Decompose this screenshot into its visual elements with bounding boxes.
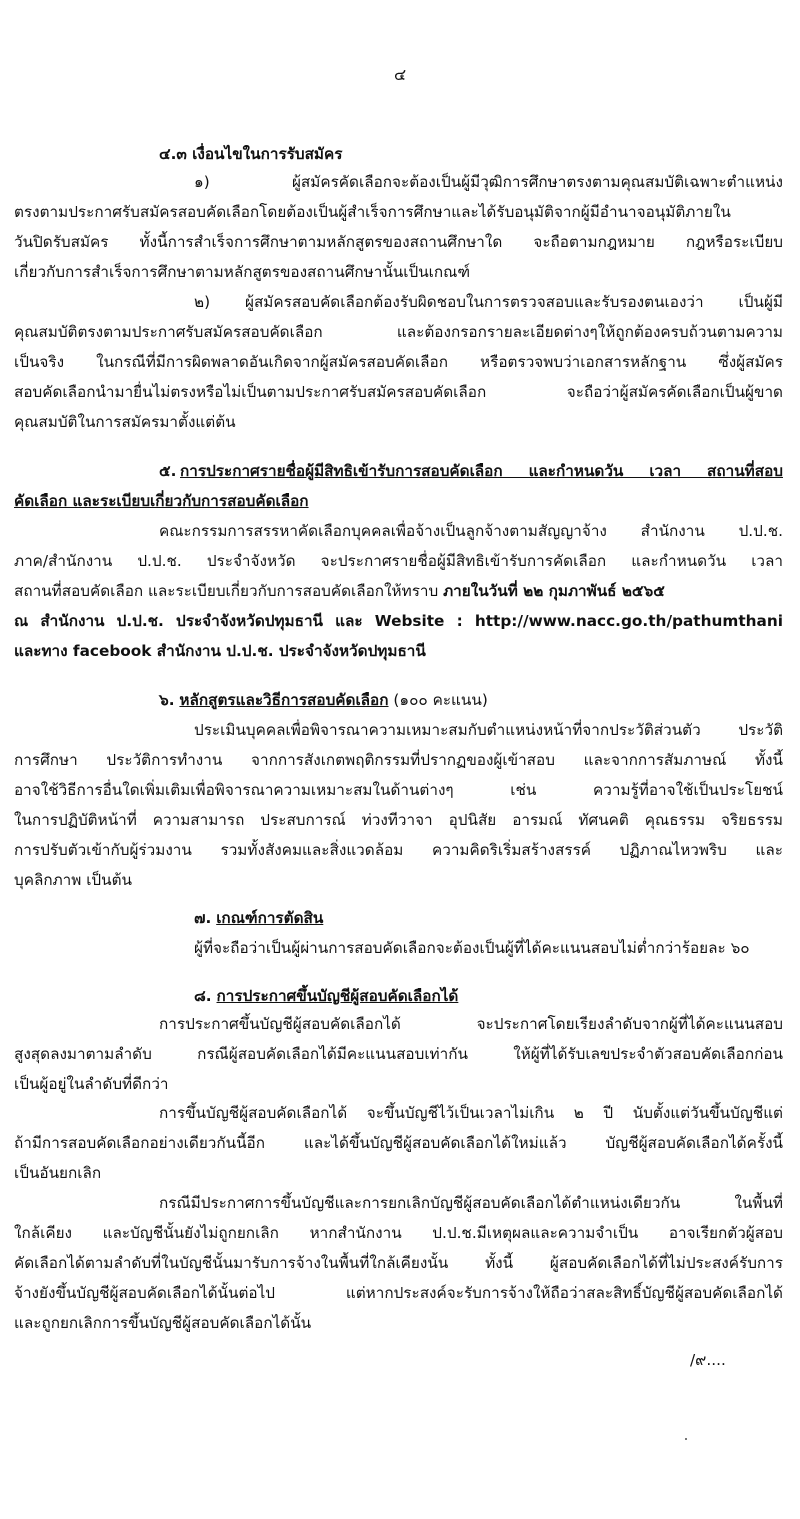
s8-p3-line-5: และถูกยกเลิกการขึ้นบัญชีผู้สอบคัดเลือกได้นั้น [14, 1314, 312, 1332]
section-6-points: (๑๐๐ คะแนน) [393, 691, 488, 709]
section-7-number: ๗. [194, 909, 212, 927]
s8-p1-line-2: สูงสุดลงมาตามลำดับ กรณีผู้สอบคัดเลือกได้มีคะแนนสอบเท่ากัน ให้ผู้ที่ได้รับเลขประจำตัวสอบคัดเลือกก่อน [14, 1045, 783, 1063]
s43-line-2: ตรงตามประกาศรับสมัครสอบคัดเลือกโดยต้องเป็นผู้สำเร็จการศึกษาและได้รับอนุมัติจากผู้มีอำนาจอนุมัติภายใน [14, 203, 731, 221]
s8-p2-line-3: เป็นอันยกเลิก [14, 1164, 102, 1182]
s43-line-9: คุณสมบัติในการสมัครมาตั้งแต่ต้น [14, 413, 236, 431]
s5-line-3 [14, 581, 665, 601]
s5-line-5: และทาง facebook สำนักงาน ป.ป.ช. ประจำจังหวัดปทุมธานี [14, 642, 426, 660]
section-6-heading [159, 690, 488, 710]
s6-line-3: อาจใช้วิธีการอื่นใดเพิ่มเติมเพื่อพิจารณาความเหมาะสมในด้านต่างๆ เช่น ความรู้ที่อาจใช้เป็นประโยชน์ [14, 781, 783, 799]
s8-p3-line-2: ใกล้เคียง และบัญชีนั้นยังไม่ถูกยกเลิก หากสำนักงาน ป.ป.ช.มีเหตุผลและความจำเป็น อาจเรียกตัวผู้สอบ [14, 1224, 783, 1242]
s8-p2-line-2: ถ้ามีการสอบคัดเลือกอย่างเดียวกันนี้อีก และได้ขึ้นบัญชีผู้สอบคัดเลือกได้ใหม่แล้ว บัญชีผู้สอบคัดเลือกได้ครั้งนี้ [14, 1134, 783, 1152]
s43-line-6: คุณสมบัติตรงตามประกาศรับสมัครสอบคัดเลือก และต้องกรอกรายละเอียดต่างๆให้ถูกต้องครบถ้วนตามความ [14, 323, 783, 341]
s8-p3-line-1: กรณีมีประกาศการขึ้นบัญชีและการยกเลิกบัญชีผู้สอบคัดเลือกได้ตำแหน่งเดียวกัน ในพื้นที่ [159, 1194, 783, 1212]
section-7-title: เกณฑ์การตัดสิน [216, 909, 324, 927]
section-5-heading-line-2: คัดเลือก และระเบียบเกี่ยวกับการสอบคัดเลือก [14, 492, 309, 510]
s5-line-3-text: สถานที่สอบคัดเลือก และระเบียบเกี่ยวกับการสอบคัดเลือกให้ทราบ [14, 582, 444, 600]
s6-line-6: บุคลิกภาพ เป็นต้น [14, 871, 132, 889]
s43-line-4: เกี่ยวกับการสำเร็จการศึกษาตามหลักสูตรของสถานศึกษานั้นเป็นเกณฑ์ [14, 263, 471, 281]
s6-line-1: ประเมินบุคคลเพื่อพิจารณาความเหมาะสมกับตำแหน่งหน้าที่จากประวัติส่วนตัว ประวัติ [194, 721, 783, 739]
s7-line-1: ผู้ที่จะถือว่าเป็นผู้ผ่านการสอบคัดเลือกจะต้องเป็นผู้ที่ได้คะแนนสอบไม่ต่ำกว่าร้อยละ ๖๐ [194, 939, 750, 957]
s8-p3-line-3: คัดเลือกได้ตามลำดับที่ในบัญชีนั้นมารับการจ้างในพื้นที่ใกล้เคียงนั้น ทั้งนี้ ผู้สอบคัดเลือกได้ที่ไม่ประสงค์รับการ [14, 1254, 783, 1272]
s8-p2-line-1: การขึ้นบัญชีผู้สอบคัดเลือกได้ จะขึ้นบัญชีไว้เป็นเวลาไม่เกิน ๒ ปี นับตั้งแต่วันขึ้นบัญชีแต่ [159, 1104, 783, 1122]
section-6-number: ๖. [159, 691, 175, 709]
section-5-number: ๕. [159, 462, 177, 480]
section-8-heading [194, 986, 458, 1006]
section-4-3-heading: ๔.๓ เงื่อนไขในการรับสมัคร [159, 145, 343, 163]
s6-line-2: การศึกษา ประวัติการทำงาน จากการสังเกตพฤติกรรมที่ปรากฏของผู้เข้าสอบ และจากการสัมภาษณ์ ทั้งนี้ [14, 751, 783, 769]
page-number: ๔ [393, 65, 407, 84]
s6-line-4: ในการปฏิบัติหน้าที่ ความสามารถ ประสบการณ์ ท่วงทีวาจา อุปนิสัย อารมณ์ ทัศนคติ คุณธรรม จริยธรรม [14, 811, 783, 829]
s43-line-3: วันปิดรับสมัคร ทั้งนี้การสำเร็จการศึกษาตามหลักสูตรของสถานศึกษาใด จะถือตามกฎหมาย กฎหรือระเบียบ [14, 233, 783, 251]
section-8-title: การประกาศขึ้นบัญชีผู้สอบคัดเลือกได้ [216, 987, 459, 1005]
s43-line-7: เป็นจริง ในกรณีที่มีการผิดพลาดอันเกิดจากผู้สมัครสอบคัดเลือก หรือตรวจพบว่าเอกสารหลักฐาน ซึ่งผู้สมัคร [14, 353, 783, 371]
next-page-marker: /๙.... [690, 1351, 726, 1369]
s5-line-2: ภาค/สำนักงาน ป.ป.ช. ประจำจังหวัด จะประกาศรายชื่อผู้มีสิทธิเข้ารับการคัดเลือก และกำหนดวัน เวลา [14, 552, 783, 570]
s43-line-1: ๑) ผู้สมัครคัดเลือกจะต้องเป็นผู้มีวุฒิการศึกษาตรงตามคุณสมบัติเฉพาะตำแหน่ง [194, 173, 783, 191]
announcement-date: ภายในวันที่ ๒๒ กุมภาพันธ์ ๒๕๖๕ [443, 582, 665, 600]
s8-p1-line-1: การประกาศขึ้นบัญชีผู้สอบคัดเลือกได้ จะประกาศโดยเรียงลำดับจากผู้ที่ได้คะแนนสอบ [159, 1015, 783, 1033]
s8-p3-line-4: จ้างยังขึ้นบัญชีผู้สอบคัดเลือกได้นั้นต่อไป แต่หากประสงค์จะรับการจ้างให้ถือว่าสละสิทธิ์บัญชีผู้สอบคัดเลือกได้ [14, 1284, 783, 1302]
section-6-title: หลักสูตรและวิธีการสอบคัดเลือก [179, 691, 389, 709]
s6-line-5: การปรับตัวเข้ากับผู้ร่วมงาน รวมทั้งสังคมและสิ่งแวดล้อม ความคิดริเริ่มสร้างสรรค์ ปฏิภาณไหวพริบ และ [14, 841, 783, 859]
s43-line-5: ๒) ผู้สมัครสอบคัดเลือกต้องรับผิดชอบในการตรวจสอบและรับรองตนเองว่า เป็นผู้มี [194, 293, 783, 311]
section-7-heading [194, 908, 323, 928]
scan-speck [685, 1438, 687, 1440]
s8-p1-line-3: เป็นผู้อยู่ในลำดับที่ดีกว่า [14, 1075, 169, 1093]
s5-line-1: คณะกรรมการสรรหาคัดเลือกบุคคลเพื่อจ้างเป็นลูกจ้างตามสัญญาจ้าง สำนักงาน ป.ป.ช. [159, 522, 783, 540]
s43-line-8: สอบคัดเลือกนำมายื่นไม่ตรงหรือไม่เป็นตามประกาศรับสมัครสอบคัดเลือก จะถือว่าผู้สมัครคัดเลือกเป็นผู้ขาด [14, 383, 783, 401]
section-8-number: ๘. [194, 987, 212, 1005]
s5-line-4: ณ สำนักงาน ป.ป.ช. ประจำจังหวัดปทุมธานี และ Website : http://www.nacc.go.th/pathumthani [14, 612, 783, 630]
section-5-heading-line-1: การประกาศรายชื่อผู้มีสิทธิเข้ารับการสอบคัดเลือก และกำหนดวัน เวลา สถานที่สอบ [180, 462, 783, 480]
